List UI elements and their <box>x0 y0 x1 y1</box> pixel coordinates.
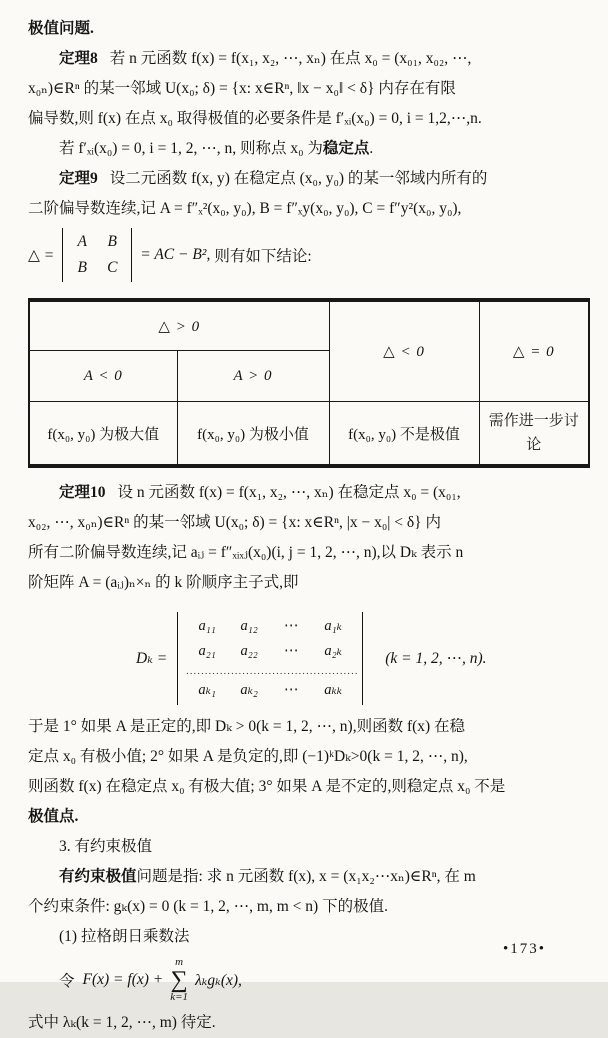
theorem8-line4-text: 若 f′ₓᵢ(x₀) = 0, i = 1, 2, ⋯, n, 则称点 x₀ 为 <box>59 140 323 157</box>
cell-a-gt-0: A > 0 <box>177 351 329 402</box>
theorem10-line1 <box>28 478 584 508</box>
matrix-b1: B <box>107 233 117 250</box>
theorem10-line1-text: 设 n 元函数 f(x) = f(x₁, x₂, ⋯, xₙ) 在稳定点 x₀ = (x₀₁, <box>117 484 461 501</box>
theorem8-line4 <box>28 134 584 164</box>
constrained-extremum-paragraph <box>28 862 584 952</box>
table-result-row <box>29 402 589 467</box>
table-header-row <box>29 300 589 351</box>
conclusion-line3: 则函数 f(x) 在稳定点 x₀ 有极大值; 3° 如果 A 是不定的,则稳定点 x₀ 不是 <box>28 778 506 795</box>
theorem9-line1 <box>28 164 584 194</box>
theorem-10 <box>28 478 584 598</box>
dk-right-bar <box>362 612 363 705</box>
stable-point-term: 稳定点 <box>322 140 370 157</box>
constrained-line1 <box>28 862 584 892</box>
fx-equals: F(x) = f(x) + <box>82 971 164 988</box>
theorem10-line3: 所有二阶偏导数连续,记 aᵢⱼ = f″ₓᵢₓⱼ(x₀)(i, j = 1, 2, ⋯, n),以 Dₖ 表示 n <box>28 544 464 561</box>
section3-heading: 3. 有约束极值 <box>59 838 153 855</box>
theorem8-line1 <box>28 44 584 74</box>
sigma-icon: ∑ <box>170 967 188 993</box>
dk-lhs: Dₖ = <box>136 649 168 667</box>
conclusion-line4: 极值点. <box>28 808 79 825</box>
extremum-criteria-table <box>28 298 590 468</box>
a11: a₁₁ <box>198 617 216 634</box>
constrained-line2: 个约束条件: gₖ(x) = 0 (k = 1, 2, ⋯, m, m < n) 下的极值. <box>28 898 388 915</box>
summation-symbol <box>170 957 188 1003</box>
theorem-8 <box>28 44 584 164</box>
matrix-2x2 <box>63 228 131 282</box>
matrix-b2: B <box>77 259 87 276</box>
delta-equals-ac-b2: = AC − B², <box>140 246 211 263</box>
delta-lhs: △ = <box>28 246 55 264</box>
theorem10-label: 定理10 <box>59 484 106 501</box>
matrix-c: C <box>107 259 118 276</box>
sum-lower-limit: k=1 <box>170 991 189 1003</box>
theorem8-line4-period: . <box>369 140 374 157</box>
dk-determinant-formula <box>136 604 584 712</box>
ak2: aₖ₂ <box>240 681 258 698</box>
let-word: 令 <box>59 973 75 990</box>
matrix-dots-row: .............................................. <box>186 665 359 676</box>
running-head: 极值问题. <box>28 20 94 37</box>
a1k: a₁ₖ <box>324 617 342 634</box>
theorem8-line2: x₀ₙ)∈Rⁿ 的某一邻域 U(x₀; δ) = {x: x∈Rⁿ, ‖x − x₀‖ < δ} 内存在有限 <box>28 80 456 97</box>
conclusion-line2: 定点 x₀ 有极小值; 2° 如果 A 是负定的,即 (−1)ᵏDₖ>0(k = 1, 2, ⋯, n), <box>28 748 468 765</box>
rowk-ellipsis: ⋯ <box>283 681 299 698</box>
dk-range-note: (k = 1, 2, ⋯, n). <box>385 649 487 667</box>
cell-local-max: f(x₀, y₀) 为极大值 <box>29 402 177 467</box>
cell-local-min: f(x₀, y₀) 为极小值 <box>177 402 329 467</box>
theorem10-conclusions <box>28 712 584 832</box>
matrix-kxk <box>178 612 362 705</box>
ak1: aₖ₁ <box>198 681 216 698</box>
row2-ellipsis: ⋯ <box>283 642 299 659</box>
cell-delta-lt-0: △ < 0 <box>329 300 479 402</box>
cell-a-lt-0: A < 0 <box>29 351 177 402</box>
lambda-g-term: λₖgₖ(x), <box>195 971 242 989</box>
cell-delta-eq-0: △ = 0 <box>479 300 589 402</box>
a21: a₂₁ <box>198 642 216 659</box>
cell-needs-discussion: 需作进一步讨论 <box>479 402 589 467</box>
theorem10-line4: 阶矩阵 A = (aᵢⱼ)ₙ×ₙ 的 k 阶顺序主子式,即 <box>28 574 299 591</box>
constrained-line1-text: 问题是指: 求 n 元函数 f(x), x = (x₁x₂⋯xₙ)∈Rⁿ, 在 m <box>136 868 476 885</box>
theorem10-line2: x₀₂, ⋯, x₀ₙ)∈Rⁿ 的某一邻域 U(x₀; δ) = {x: x∈Rⁿ, |x − x₀| < δ} 内 <box>28 514 441 531</box>
a22: a₂₂ <box>240 642 258 659</box>
theorem9-line2: 二阶偏导数连续,记 A = f″ₓ²(x₀, y₀), B = f″ₓy(x₀, y₀), C = f″y²(x₀, y₀), <box>28 200 462 217</box>
lagrange-method-item: (1) 拉格朗日乘数法 <box>59 928 190 945</box>
a2k: a₂ₖ <box>324 642 342 659</box>
conclusion-line1: 于是 1° 如果 A 是正定的,即 Dₖ > 0(k = 1, 2, ⋯, n),则函数 f(x) 在稳 <box>28 718 466 735</box>
a12: a₁₂ <box>240 617 258 634</box>
theorem9-line1-text: 设二元函数 f(x, y) 在稳定点 (x₀, y₀) 的某一邻域内所有的 <box>109 170 488 187</box>
theorem9-label: 定理9 <box>59 170 98 187</box>
determinant-2x2 <box>62 228 132 282</box>
constrained-term: 有约束极值 <box>59 868 137 885</box>
lambda-undetermined-line: 式中 λₖ(k = 1, 2, ⋯, m) 待定. <box>28 1014 216 1031</box>
cell-delta-gt-0: △ > 0 <box>29 300 329 351</box>
matrix-a: A <box>77 233 87 250</box>
page-number: •173• <box>502 941 546 957</box>
sum-upper-limit: m <box>175 956 184 968</box>
theorem8-line3: 偏导数,则 f(x) 在点 x₀ 取得极值的必要条件是 f′ₓᵢ(x₀) = 0, i = 1,2,⋯,n. <box>28 110 482 127</box>
theorem-9 <box>28 164 584 286</box>
lagrange-formula <box>28 952 584 1008</box>
delta-conclusion-text: 则有如下结论: <box>214 248 312 265</box>
theorem8-label: 定理8 <box>59 50 98 67</box>
cell-not-extremum: f(x₀, y₀) 不是极值 <box>329 402 479 467</box>
akk: aₖₖ <box>324 681 343 698</box>
determinant-right-bar <box>131 228 132 282</box>
determinant-kxk <box>177 612 363 705</box>
theorem8-line1-text: 若 n 元函数 f(x) = f(x₁, x₂, ⋯, xₙ) 在点 x₀ = (x₀₁, x₀₂, ⋯, <box>109 50 472 67</box>
delta-determinant-formula <box>28 224 584 286</box>
row1-ellipsis: ⋯ <box>283 617 299 634</box>
